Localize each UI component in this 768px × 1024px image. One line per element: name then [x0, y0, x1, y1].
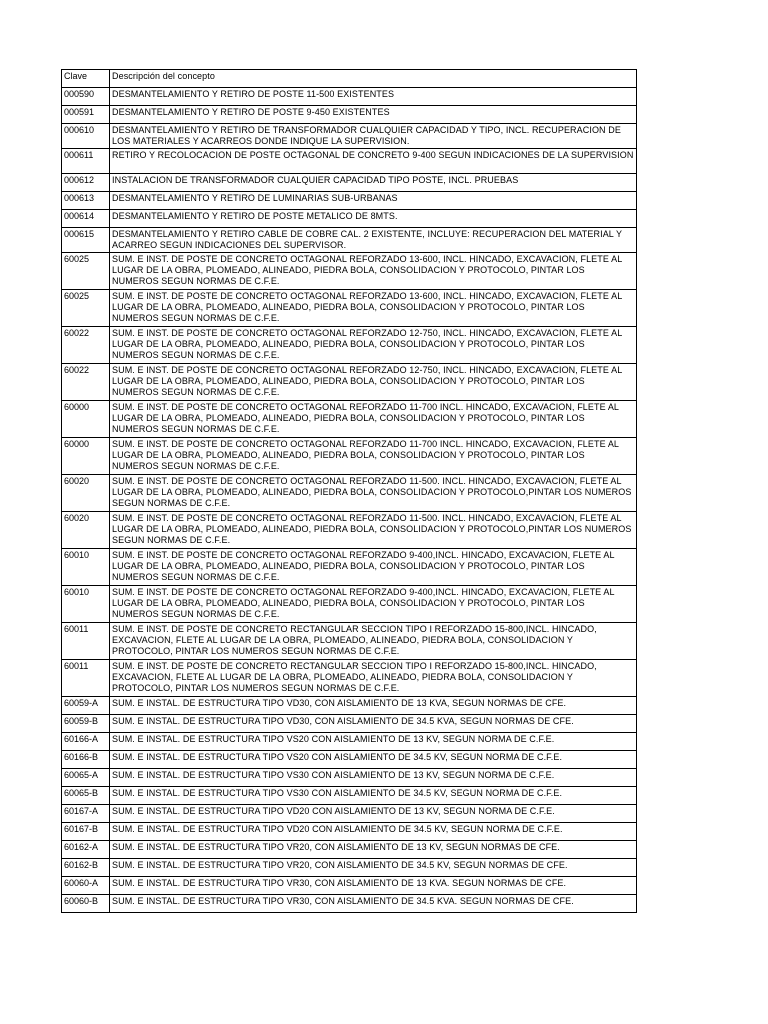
row-descripcion: SUM. E INSTAL. DE ESTRUCTURA TIPO VR30, CON AISLAMIENTO DE 34.5 KVA. SEGUN NORMAS DE CFE. [110, 895, 637, 913]
row-descripcion: SUM. E INST. DE POSTE DE CONCRETO OCTAGONAL REFORZADO 12-750, INCL. HINCADO, EXCAVACION, FLETE AL LUGAR DE LA OBRA, PLOMEADO, ALINEADO, PIEDRA BOLA, CONSOLIDACION Y PROTOCOLO, PINTAR LOS NUMEROS SEGUN NORMAS DE C.F.E. [110, 327, 637, 364]
row-descripcion: DESMANTELAMIENTO Y RETIRO CABLE DE COBRE CAL. 2 EXISTENTE, INCLUYE: RECUPERACION DEL MATERIAL Y ACARREO SEGUN INDICACIONES DEL SUPERVISOR. [110, 228, 637, 253]
header-row [62, 70, 637, 88]
table-row [62, 401, 637, 438]
row-clave: 60010 [62, 586, 110, 623]
row-clave: 60025 [62, 253, 110, 290]
row-clave: 60020 [62, 475, 110, 512]
table-row [62, 549, 637, 586]
row-descripcion: SUM. E INST. DE POSTE DE CONCRETO OCTAGONAL REFORZADO 13-600, INCL. HINCADO, EXCAVACION, FLETE AL LUGAR DE LA OBRA, PLOMEADO, ALINEADO, PIEDRA BOLA, CONSOLIDACION Y PROTOCOLO, PINTAR LOS NUMEROS SEGUN NORMAS DE C.F.E. [110, 290, 637, 327]
row-descripcion: SUM. E INSTAL. DE ESTRUCTURA TIPO VD20 CON AISLAMIENTO DE 13 KV, SEGUN NORMA DE C.F.E. [110, 805, 637, 823]
table-row [62, 823, 637, 841]
row-descripcion: SUM. E INSTAL. DE ESTRUCTURA TIPO VD20 CON AISLAMIENTO DE 34.5 KV, SEGUN NORMA DE C.F.E. [110, 823, 637, 841]
row-clave: 60060-B [62, 895, 110, 913]
row-descripcion: DESMANTELAMIENTO Y RETIRO DE POSTE METALICO DE 8MTS. [110, 210, 637, 228]
table-row [62, 512, 637, 549]
row-clave: 60022 [62, 327, 110, 364]
row-clave: 60022 [62, 364, 110, 401]
row-descripcion: SUM. E INST. DE POSTE DE CONCRETO RECTANGULAR SECCION TIPO I REFORZADO 15-800,INCL. HINCADO, EXCAVACION, FLETE AL LUGAR DE LA OBRA, PLOMEADO, ALINEADO, PIEDRA BOLA, CONSOLIDACION Y PROTOCOLO, PINTAR LOS NUMEROS SEGUN NORMAS DE C.F.E. [110, 623, 637, 660]
row-clave: 60162-A [62, 841, 110, 859]
table-row [62, 364, 637, 401]
table-row [62, 877, 637, 895]
row-clave: 60011 [62, 660, 110, 697]
concept-table-body [62, 70, 637, 913]
row-descripcion: SUM. E INST. DE POSTE DE CONCRETO OCTAGONAL REFORZADO 11-500. INCL. HINCADO, EXCAVACION, FLETE AL LUGAR DE LA OBRA, PLOMEADO, ALINEADO, PIEDRA BOLA, CONSOLIDACION Y PROTOCOLO,PINTAR LOS NUMEROS SEGUN NORMAS DE C.F.E. [110, 475, 637, 512]
row-descripcion: SUM. E INST. DE POSTE DE CONCRETO OCTAGONAL REFORZADO 9-400,INCL. HINCADO, EXCAVACION, FLETE AL LUGAR DE LA OBRA, PLOMEADO, ALINEADO, PIEDRA BOLA, CONSOLIDACION Y PROTOCOLO, PINTAR LOS NUMEROS SEGUN NORMAS DE C.F.E. [110, 586, 637, 623]
table-row [62, 769, 637, 787]
row-clave: 000614 [62, 210, 110, 228]
row-clave: 60000 [62, 401, 110, 438]
table-row [62, 327, 637, 364]
table-row [62, 841, 637, 859]
row-clave: 60020 [62, 512, 110, 549]
row-clave: 60011 [62, 623, 110, 660]
row-descripcion: SUM. E INST. DE POSTE DE CONCRETO OCTAGONAL REFORZADO 12-750, INCL. HINCADO, EXCAVACION, FLETE AL LUGAR DE LA OBRA, PLOMEADO, ALINEADO, PIEDRA BOLA, CONSOLIDACION Y PROTOCOLO, PINTAR LOS NUMEROS SEGUN NORMAS DE C.F.E. [110, 364, 637, 401]
row-clave: 000611 [62, 149, 110, 174]
row-descripcion: DESMANTELAMIENTO Y RETIRO DE TRANSFORMADOR CUALQUIER CAPACIDAD Y TIPO, INCL. RECUPERACION DE LOS MATERIALES Y ACARREOS DONDE INDIQUE LA SUPERVISION. [110, 124, 637, 149]
row-clave: 60065-A [62, 769, 110, 787]
row-descripcion: SUM. E INSTAL. DE ESTRUCTURA TIPO VS20 CON AISLAMIENTO DE 34.5 KV, SEGUN NORMA DE C.F.E. [110, 751, 637, 769]
row-descripcion: SUM. E INSTAL. DE ESTRUCTURA TIPO VD30, CON AISLAMIENTO DE 34.5 KVA, SEGUN NORMAS DE CFE. [110, 715, 637, 733]
table-row [62, 715, 637, 733]
row-clave: 60060-A [62, 877, 110, 895]
table-row [62, 895, 637, 913]
concept-table [61, 69, 637, 913]
row-clave: 60025 [62, 290, 110, 327]
table-row [62, 192, 637, 210]
row-descripcion: SUM. E INSTAL. DE ESTRUCTURA TIPO VS30 CON AISLAMIENTO DE 34.5 KV, SEGUN NORMA DE C.F.E. [110, 787, 637, 805]
row-descripcion: SUM. E INST. DE POSTE DE CONCRETO RECTANGULAR SECCION TIPO I REFORZADO 15-800,INCL. HINCADO, EXCAVACION, FLETE AL LUGAR DE LA OBRA, PLOMEADO, ALINEADO, PIEDRA BOLA, CONSOLIDACION Y PROTOCOLO, PINTAR LOS NUMEROS SEGUN NORMAS DE C.F.E. [110, 660, 637, 697]
row-clave: 60167-B [62, 823, 110, 841]
row-descripcion: SUM. E INSTAL. DE ESTRUCTURA TIPO VR20, CON AISLAMIENTO DE 34.5 KV, SEGUN NORMAS DE CFE. [110, 859, 637, 877]
row-descripcion: SUM. E INSTAL. DE ESTRUCTURA TIPO VR20, CON AISLAMIENTO DE 13 KV, SEGUN NORMAS DE CFE. [110, 841, 637, 859]
table-row [62, 697, 637, 715]
row-clave: 000612 [62, 174, 110, 192]
row-descripcion: SUM. E INSTAL. DE ESTRUCTURA TIPO VR30, CON AISLAMIENTO DE 13 KVA. SEGUN NORMAS DE CFE. [110, 877, 637, 895]
row-clave: 60065-B [62, 787, 110, 805]
row-clave: 60166-A [62, 733, 110, 751]
table-row [62, 124, 637, 149]
row-clave: 000610 [62, 124, 110, 149]
table-row [62, 228, 637, 253]
table-row [62, 787, 637, 805]
row-clave: 60166-B [62, 751, 110, 769]
row-clave: 000590 [62, 88, 110, 106]
header-clave: Clave [62, 70, 110, 88]
row-clave: 000615 [62, 228, 110, 253]
row-descripcion: RETIRO Y RECOLOCACION DE POSTE OCTAGONAL DE CONCRETO 9-400 SEGUN INDICACIONES DE LA SUPERVISION [110, 149, 637, 174]
row-descripcion: SUM. E INST. DE POSTE DE CONCRETO OCTAGONAL REFORZADO 13-600, INCL. HINCADO, EXCAVACION, FLETE AL LUGAR DE LA OBRA, PLOMEADO, ALINEADO, PIEDRA BOLA, CONSOLIDACION Y PROTOCOLO, PINTAR LOS NUMEROS SEGUN NORMAS DE C.F.E. [110, 253, 637, 290]
row-clave: 000591 [62, 106, 110, 124]
row-descripcion: SUM. E INST. DE POSTE DE CONCRETO OCTAGONAL REFORZADO 11-500. INCL. HINCADO, EXCAVACION, FLETE AL LUGAR DE LA OBRA, PLOMEADO, ALINEADO, PIEDRA BOLA, CONSOLIDACION Y PROTOCOLO,PINTAR LOS NUMEROS SEGUN NORMAS DE C.F.E. [110, 512, 637, 549]
table-row [62, 88, 637, 106]
row-descripcion: SUM. E INSTAL. DE ESTRUCTURA TIPO VS30 CON AISLAMIENTO DE 13 KV, SEGUN NORMA DE C.F.E. [110, 769, 637, 787]
table-row [62, 106, 637, 124]
row-descripcion: SUM. E INSTAL. DE ESTRUCTURA TIPO VS20 CON AISLAMIENTO DE 13 KV, SEGUN NORMA DE C.F.E. [110, 733, 637, 751]
row-clave: 60059-B [62, 715, 110, 733]
row-clave: 60059-A [62, 697, 110, 715]
row-descripcion: SUM. E INSTAL. DE ESTRUCTURA TIPO VD30, CON AISLAMIENTO DE 13 KVA, SEGUN NORMAS DE CFE. [110, 697, 637, 715]
row-descripcion: INSTALACION DE TRANSFORMADOR CUALQUIER CAPACIDAD TIPO POSTE, INCL. PRUEBAS [110, 174, 637, 192]
table-row [62, 623, 637, 660]
table-row [62, 805, 637, 823]
table-row [62, 586, 637, 623]
row-descripcion: SUM. E INST. DE POSTE DE CONCRETO OCTAGONAL REFORZADO 11-700 INCL. HINCADO, EXCAVACION, FLETE AL LUGAR DE LA OBRA, PLOMEADO, ALINEADO, PIEDRA BOLA, CONSOLIDACION Y PROTOCOLO, PINTAR LOS NUMEROS SEGUN NORMAS DE C.F.E. [110, 401, 637, 438]
table-row [62, 149, 637, 174]
table-row [62, 210, 637, 228]
table-row [62, 174, 637, 192]
header-descripcion: Descripción del concepto [110, 70, 637, 88]
row-descripcion: DESMANTELAMIENTO Y RETIRO DE POSTE 9-450 EXISTENTES [110, 106, 637, 124]
row-descripcion: DESMANTELAMIENTO Y RETIRO DE LUMINARIAS SUB-URBANAS [110, 192, 637, 210]
row-descripcion: DESMANTELAMIENTO Y RETIRO DE POSTE 11-500 EXISTENTES [110, 88, 637, 106]
row-descripcion: SUM. E INST. DE POSTE DE CONCRETO OCTAGONAL REFORZADO 9-400,INCL. HINCADO, EXCAVACION, FLETE AL LUGAR DE LA OBRA, PLOMEADO, ALINEADO, PIEDRA BOLA, CONSOLIDACION Y PROTOCOLO, PINTAR LOS NUMEROS SEGUN NORMAS DE C.F.E. [110, 549, 637, 586]
row-clave: 60162-B [62, 859, 110, 877]
row-clave: 60010 [62, 549, 110, 586]
row-clave: 60000 [62, 438, 110, 475]
table-row [62, 290, 637, 327]
table-row [62, 660, 637, 697]
table-row [62, 859, 637, 877]
table-row [62, 733, 637, 751]
row-descripcion: SUM. E INST. DE POSTE DE CONCRETO OCTAGONAL REFORZADO 11-700 INCL. HINCADO, EXCAVACION, FLETE AL LUGAR DE LA OBRA, PLOMEADO, ALINEADO, PIEDRA BOLA, CONSOLIDACION Y PROTOCOLO, PINTAR LOS NUMEROS SEGUN NORMAS DE C.F.E. [110, 438, 637, 475]
table-row [62, 475, 637, 512]
table-row [62, 438, 637, 475]
table-row [62, 253, 637, 290]
row-clave: 60167-A [62, 805, 110, 823]
row-clave: 000613 [62, 192, 110, 210]
table-row [62, 751, 637, 769]
